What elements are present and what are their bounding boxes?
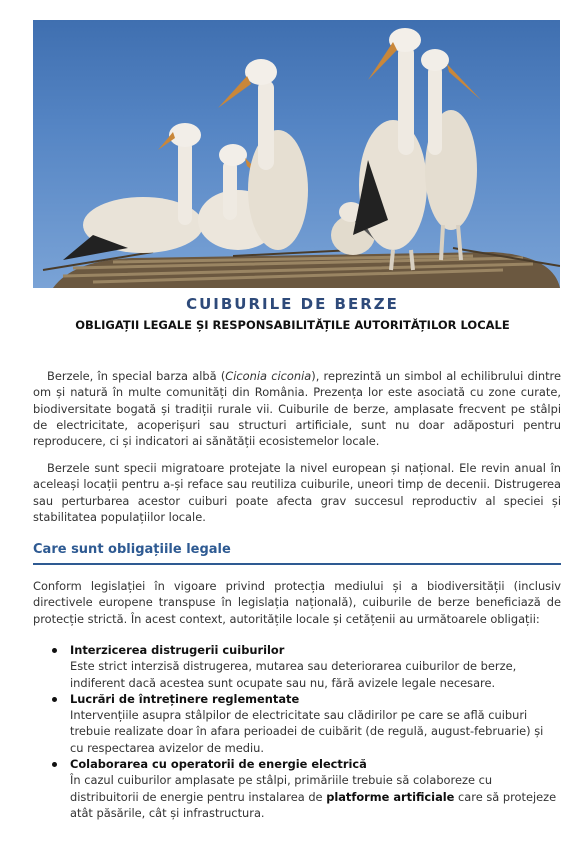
list-item-emphasis: platforme artificiale <box>326 789 455 804</box>
list-item-title: Interzicerea distrugerii cuiburilor <box>70 643 285 657</box>
bullet-icon <box>52 648 57 653</box>
intro-p2-text: Berzele sunt specii migratoare protejate la nivel european și național. Ele revin anual în aceleași locații pentru a-și reface sau reutiliza cuiburile, uneori timp de decenii. Distrugerea sau perturbarea acestor cuiburi poate afecta grav succesul reproductiv al speciei și stabilitatea populațiilor locale. <box>33 461 561 524</box>
intro-p1-text-rest: ), reprezintă un simbol al echilibrului dintre om și natură în multe comunități din România. Prezența lor este asociată cu zone curate, biodiversitate bogată și tradiții rurale vii. Cuiburile de berze, amplasate frecvent pe stâlpi de electricitate, acoperișuri sau structuri artificiale, sunt nu doar adăposturi pentru reproducere, ci și indicatori ai sănătății ecosistemelor locale. <box>33 369 561 449</box>
bullet-icon <box>52 697 57 702</box>
list-item-text-end: care să protejeze atât păsările, cât și infrastructura. <box>70 789 557 820</box>
intro-p1-text: Berzele, în special barza albă ( <box>47 369 226 383</box>
bullet-icon <box>52 762 57 767</box>
list-item-text: Intervențiile asupra stâlpilor de electricitate sau clădirilor pe care se află cuiburi trebuie realizate doar în afara perioadei de cuibărit (de regulă, august-februarie) și cu respectarea avizelor de mediu. <box>70 708 544 755</box>
species-latin-name: Ciconia ciconia <box>225 369 312 383</box>
list-item-title: Lucrări de întreținere reglementate <box>70 691 300 706</box>
section-heading: Care sunt obligațiile legale <box>33 542 231 557</box>
intro-paragraph-1 <box>33 368 561 449</box>
list-item <box>48 642 560 691</box>
page-subtitle: OBLIGAȚII LEGALE ȘI RESPONSABILITĂȚILE AUTORITĂȚILOR LOCALE <box>75 318 510 332</box>
list-item <box>48 756 560 821</box>
storks-illustration <box>33 20 560 288</box>
section-divider <box>33 563 561 565</box>
section-lead: Conform legislației în vigoare privind protecția mediului și a biodiversității (inclusiv directivele europene transpuse în legislația națională), cuiburile de berze beneficiază de protecție strictă. În acest context, autoritățile locale și cetățenii au următoarele obligații: <box>33 579 561 626</box>
list-item <box>48 691 560 756</box>
obligations-list <box>48 642 560 821</box>
list-item-text: Este strict interzisă distrugerea, mutarea sau deteriorarea cuiburilor de berze, indiferent dacă acestea sunt ocupate sau nu, fără avizele legale necesare. <box>70 659 517 690</box>
list-item-text <box>70 772 560 821</box>
storks-nest-photo <box>33 20 560 288</box>
page-title: CUIBURILE DE BERZE <box>186 295 399 313</box>
list-item-title: Colaborarea cu operatorii de energie electrică <box>70 757 367 772</box>
intro-paragraph-2 <box>33 460 561 525</box>
list-item-text-start: În cazul cuiburilor amplasate pe stâlpi, primăriile trebuie să colaboreze cu distribuitorii de energie pentru instalarea de <box>70 773 493 804</box>
